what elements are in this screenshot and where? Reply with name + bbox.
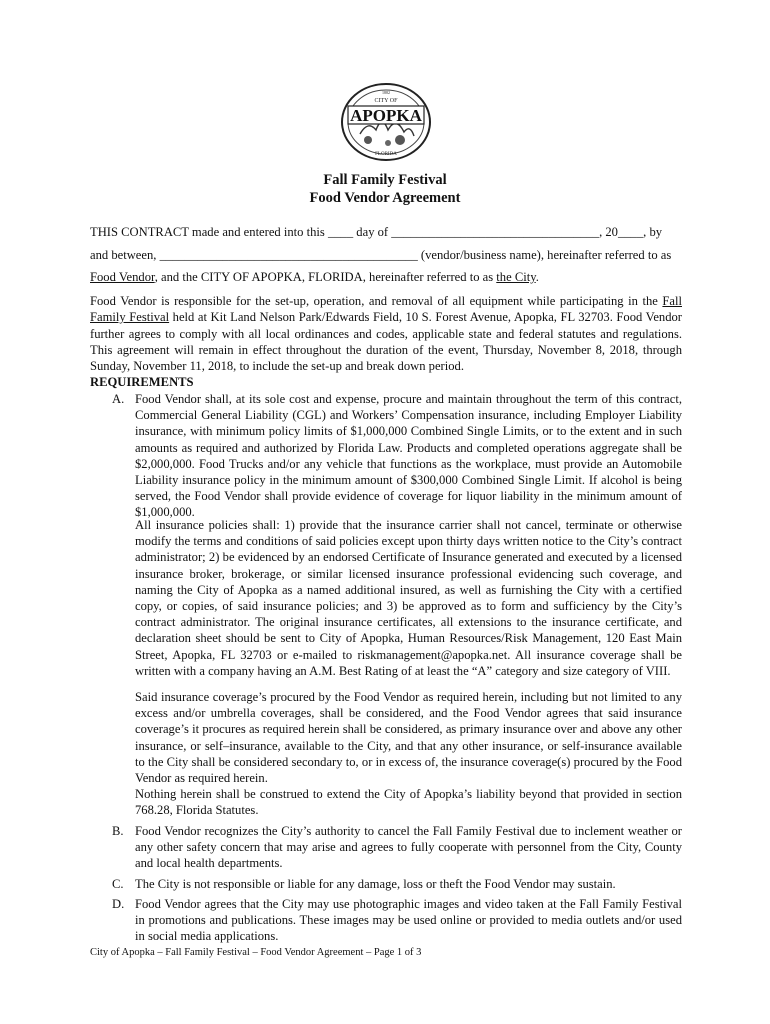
intro-paragraph	[90, 293, 682, 374]
contract-line-3-end: .	[535, 270, 539, 284]
requirement-a-paragraph-3: Said insurance coverage’s procured by the Food Vendor as required herein, including but not limited to any excess and/or umbrella coverages, shall be considered, and the Food Vendor agrees that said insurance coverage’s it procures as required herein shall be considered, as primary insurance over and above any other insurance, or self–insurance, available to the City, and that any other insurance, or self-insurance available to the City shall be considered secondary to, or in excess of, the insurance coverage(s) procured by the Food Vendor as required herein.	[135, 690, 682, 786]
seal-bottom-text: FLORIDA	[375, 152, 397, 157]
requirement-a-letter: A.	[112, 392, 125, 406]
contract-line-1: THIS CONTRACT made and entered into this ____ day of _________________________________, 20____, by	[90, 225, 663, 239]
requirement-c-text: The City is not responsible or liable for any damage, loss or theft the Food Vendor may sustain.	[135, 877, 616, 891]
contract-line-2: and between, _________________________________________ (vendor/business name), hereinafter referred to as	[90, 248, 672, 262]
requirement-a-paragraph-4: Nothing herein shall be construed to extend the City of Apopka’s liability beyond that provided in section 768.28, Florida Statutes.	[135, 787, 682, 818]
requirement-b-letter: B.	[112, 824, 124, 838]
requirement-d-letter: D.	[112, 897, 125, 911]
city-of-apopka-seal	[338, 80, 434, 162]
seal-year: 1882	[382, 90, 390, 95]
the-city-term: the City	[496, 270, 536, 284]
requirement-d	[90, 896, 682, 945]
intro-part-1: Food Vendor is responsible for the set-up, operation, and removal of all equipment while participating in the	[90, 294, 663, 308]
document-subtitle: Food Vendor Agreement	[309, 190, 461, 206]
requirement-c-letter: C.	[112, 877, 124, 891]
contract-line-3	[90, 270, 682, 285]
requirement-a	[90, 391, 682, 521]
requirement-b-text: Food Vendor recognizes the City’s authority to cancel the Fall Family Festival due to inclement weather or any other safety concern that may arise and agrees to fully cooperate with personnel from the City, County and local health departments.	[135, 824, 682, 871]
requirements-heading: REQUIREMENTS	[90, 375, 194, 389]
festival-name: Fall Family Festival	[90, 294, 682, 325]
requirement-b	[90, 823, 682, 872]
requirement-d-text: Food Vendor agrees that the City may use photographic images and video taken at the Fall Family Festival in promotions and publications. These images may be used online or provided to media outlets and/or used in social media applications.	[135, 897, 682, 944]
requirement-a-text: Food Vendor shall, at its sole cost and expense, procure and maintain throughout the term of this contract, Commercial General Liability (CGL) and Workers’ Compensation insurance, including Employer Liability insurance, with minimum policy limits of $1,000,000 Combined Single Limits, or to the extent and in such amounts as required and authorized by Florida Law. Products and completed operations aggregate shall be $2,000,000. Food Trucks and/or any vehicle that functions as the workplace, must provide an Automobile Liability insurance policy in the minimum amount of $300,000 Combined Single Limit. If alcohol is being served, the Food Vendor shall provide evidence of coverage for liquor liability in the minimum amount of $1,000,000.	[135, 392, 682, 520]
seal-name: APOPKA	[350, 106, 422, 125]
requirement-a-paragraph-2: All insurance policies shall: 1) provide that the insurance carrier shall not cancel, terminate or otherwise modify the terms and conditions of said policies except upon thirty days written notice to the City’s contract administrator; 2) be evidenced by an endorsed Certificate of Insurance generated and executed by a licensed insurance broker, brokerage, or similar licensed insurance professional evidencing such coverage, and naming the City of Apopka as a named additional insured, as well as furnishing the City with a certified copy, or copies, of said insurance policies; and 3) be approved as to form and sufficiency by the City’s contract administrator. The original insurance certificates, all extensions to the insurance certificate, and declaration sheet should be sent to City of Apopka, Human Resources/Risk Management, 120 East Main Street, Apopka, FL 32703 or e-mailed to riskmanagement@apopka.net. All insurance coverage shall be written with a company having an A.M. Best Rating of at least the “A” category and size category of VIII.	[135, 518, 682, 678]
intro-part-2: held at Kit Land Nelson Park/Edwards Field, 10 S. Forest Avenue, Apopka, FL 32703. Food Vendor further agrees to comply with all local ordinances and codes, applicable state and federal statutes and regulations. This agreement will remain in effect throughout the duration of the event, Thursday, November 8, 2018, through Sunday, November 11, 2018, to include the set-up and break down period.	[90, 310, 682, 374]
contract-line-3-middle: , and the CITY OF APOPKA, FLORIDA, hereinafter referred to as	[154, 270, 497, 284]
seal-top-text: CITY OF	[374, 98, 398, 104]
page-footer: City of Apopka – Fall Family Festival – Food Vendor Agreement – Page 1 of 3	[90, 947, 422, 958]
document-title: Fall Family Festival	[323, 172, 447, 188]
requirement-c	[90, 876, 682, 892]
food-vendor-term: Food Vendor	[90, 270, 155, 284]
